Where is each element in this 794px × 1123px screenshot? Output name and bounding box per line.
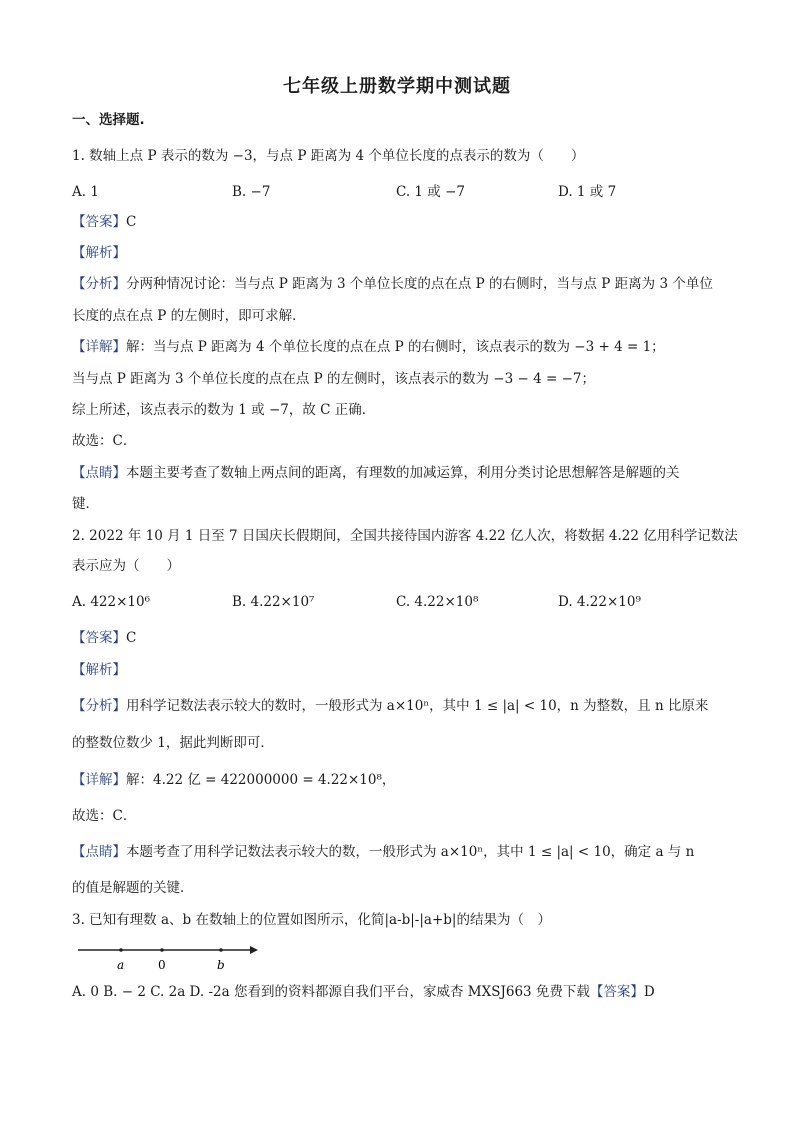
- q1-option-b[interactable]: B. −7: [232, 184, 271, 200]
- q1-answer: [72, 212, 722, 232]
- xiangjie-tag: 【详解】: [72, 339, 126, 355]
- q2-fenxi-1: [72, 696, 722, 716]
- q2-option-b[interactable]: B. 4.22×10⁷: [232, 594, 315, 610]
- q2-option-c[interactable]: C. 4.22×10⁸: [396, 594, 479, 610]
- q1-dianjing-1: [72, 463, 722, 483]
- dianjing-text: 本题主要考查了数轴上两点间的距离，有理数的加减运算，利用分类讨论思想解答是解题的关: [126, 465, 680, 481]
- q3-stem: 3. 已知有理数 a、b 在数轴上的位置如图所示，化简|a-b|-|a+b|的结果为（ ）: [72, 912, 551, 928]
- q1-fenxi-2: 长度的点在点 P 的左侧时，即可求解．: [72, 308, 306, 324]
- q1-analysis-tag: 【解析】: [72, 245, 126, 261]
- q1-option-c[interactable]: C. 1 或 −7: [396, 184, 466, 200]
- section-heading: 一、选择题.: [72, 112, 145, 128]
- fenxi-text: 分两种情况讨论：当与点 P 距离为 3 个单位长度的点在点 P 的右侧时，当与点 P 距离为 3 个单位: [126, 276, 713, 292]
- answer-value: C: [126, 630, 137, 646]
- q2-answer: [72, 628, 722, 648]
- q2-stem-1: 2. 2022 年 10 月 1 日至 7 日国庆长假期间，全国共接待国内游客 4.22 亿人次，将数据 4.22 亿用科学记数法: [72, 528, 738, 544]
- q3-options-line: [72, 982, 722, 1002]
- answer-tag: 【答案】: [589, 984, 644, 1000]
- q2-dianjing-2: 的值是解题的关键．: [72, 880, 194, 896]
- dianjing-tag: 【点睛】: [72, 844, 126, 860]
- xiangjie-text: 解：4.22 亿 = 422000000 = 4.22×10⁸，: [126, 772, 396, 788]
- number-line: [72, 940, 272, 974]
- q1-xiangjie-1: [72, 337, 722, 357]
- q2-stem-2: 表示应为（ ）: [72, 558, 180, 574]
- q1-dianjing-2: 键．: [72, 496, 99, 512]
- q2-xiangjie-1: [72, 770, 722, 790]
- answer-value: D: [643, 984, 655, 1000]
- q2-xiangjie-2: 故选：C．: [72, 808, 137, 824]
- fenxi-text: 用科学记数法表示较大的数时，一般形式为 a×10ⁿ，其中 1 ≤ |a| < 10，n 为整数，且 n 比原来: [126, 698, 709, 714]
- xiangjie-tag: 【详解】: [72, 772, 126, 788]
- dianjing-tag: 【点睛】: [72, 465, 126, 481]
- page-title: 七年级上册数学期中测试题: [283, 76, 511, 97]
- point-a-dot: [119, 948, 123, 952]
- answer-value: C: [126, 214, 137, 230]
- q2-dianjing-1: [72, 842, 722, 862]
- q2-analysis-tag: 【解析】: [72, 662, 126, 678]
- point-b-dot: [219, 948, 223, 952]
- axis-label-zero: 0: [158, 958, 166, 972]
- q2-option-a[interactable]: A. 422×10⁶: [72, 594, 151, 610]
- axis-label-b: b: [217, 958, 225, 972]
- q1-option-d[interactable]: D. 1 或 7: [558, 184, 617, 200]
- q3-options-text: A. 0 B. − 2 C. 2a D. -2a 您看到的资料都源自我们平台，家威杏 MXSJ663 免费下载: [72, 984, 590, 1000]
- number-line-arrow: [250, 946, 258, 954]
- q1-fenxi-1: [72, 274, 722, 294]
- point-zero-dot: [160, 948, 164, 952]
- fenxi-tag: 【分析】: [72, 276, 126, 292]
- dianjing-text: 本题考查了用科学记数法表示较大的数，一般形式为 a×10ⁿ，其中 1 ≤ |a| < 10，确定 a 与 n: [126, 844, 695, 860]
- q1-xiangjie-3: 综上所述，该点表示的数为 1 或 −7，故 C 正确．: [72, 402, 376, 418]
- q1-option-a[interactable]: A. 1: [72, 184, 99, 200]
- q2-option-d[interactable]: D. 4.22×10⁹: [558, 594, 641, 610]
- answer-tag: 【答案】: [72, 630, 126, 646]
- q1-xiangjie-2: 当与点 P 距离为 3 个单位长度的点在点 P 的左侧时，该点表示的数为 −3 − 4 = −7；: [72, 371, 595, 387]
- axis-label-a: a: [117, 958, 125, 972]
- q1-stem: 1. 数轴上点 P 表示的数为 −3，与点 P 距离为 4 个单位长度的点表示的数为（ ）: [72, 148, 585, 164]
- q2-fenxi-2: 的整数位数少 1，据此判断即可．: [72, 735, 274, 751]
- answer-tag: 【答案】: [72, 214, 126, 230]
- xiangjie-text: 解：当与点 P 距离为 4 个单位长度的点在点 P 的右侧时，该点表示的数为 −3 + 4 = 1；: [126, 339, 665, 355]
- q1-xiangjie-4: 故选：C．: [72, 433, 137, 449]
- fenxi-tag: 【分析】: [72, 698, 126, 714]
